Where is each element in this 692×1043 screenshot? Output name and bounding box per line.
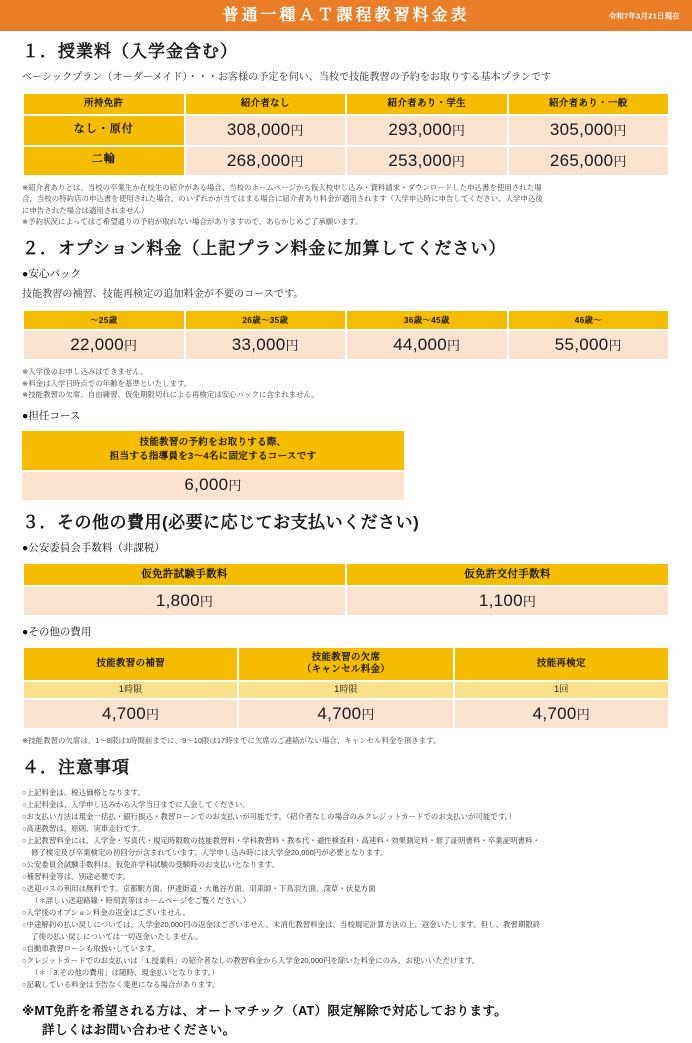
other-fee-note xyxy=(22,735,670,746)
notice-item: ○お支払い方法は現金一括払・銀行振込・教習ローンでのお支払いが可能です。（紹介者なしの場合のみクレジットカードでのお支払いが可能です。） xyxy=(22,812,516,822)
unit-absence-cancel: 1時限 xyxy=(239,682,452,698)
section-1-heading: １．授業料（入学金含む） xyxy=(22,42,238,61)
table-header-row xyxy=(24,564,668,585)
th-no-referrer: 紹介者なし xyxy=(186,94,346,114)
section-1-lead: ベーシックプラン（オーダーメイド）・・・お客様の予定を伺い、当校で技能教習の予約をお取りする基本プランです xyxy=(22,72,552,84)
notice-item: ○補習料金等は、別途必要です。 xyxy=(22,872,131,882)
th-tannin-line1: 技能教習の予約をお取りする際、 xyxy=(139,437,287,449)
note-line: ※料金は入学日時点での年齢を基準といたします。 xyxy=(22,378,192,388)
cell-none-no-referrer: 308,000円 xyxy=(186,116,346,144)
notice-item: ○入学後のオプション料金の返金はございません。 xyxy=(22,908,190,917)
th-license: 所持免許 xyxy=(24,94,184,114)
anshin-pack-lead: 技能教習の補習、技能再検定の追加料金が不要のコースです。 xyxy=(22,288,304,300)
row-label-motorcycle: 二輪 xyxy=(24,147,184,175)
other-fee-table xyxy=(22,646,670,730)
cell-tannin-price: 6,000円 xyxy=(22,472,404,500)
table-row xyxy=(24,331,668,359)
unit-skill-retest: 1回 xyxy=(455,682,668,698)
table-unit-row xyxy=(24,682,668,698)
section-3-heading: ３．その他の費用(必要に応じてお支払いください) xyxy=(22,513,420,532)
notice-item-cont: （＊「3.その他の費用」は随時、現金払いとなります。） xyxy=(31,967,219,977)
table-header-row xyxy=(24,311,668,330)
row-label-none-moped: なし・原付 xyxy=(24,116,184,144)
note-line: に申告された場合は適用されません） xyxy=(22,205,149,215)
cell-anshin-26-35: 33,000円 xyxy=(186,331,346,359)
page-banner xyxy=(0,0,692,31)
th-age-36-45: 36歳〜45歳 xyxy=(347,311,507,330)
notice-item: ○公安委員会試験手数料は、仮免許学科試験の受験時のお支払いとなります。 xyxy=(22,860,279,870)
note-line: ※紹介者ありとは、当校の卒業生か在校生の紹介がある場合、当校のホームページから仮入校申し込み・資料請求・ダウンロードした申込書を使用された場 xyxy=(22,182,542,192)
table-row xyxy=(24,116,668,144)
notice-item: ○記載している料金は予告なく変更になる場合があります。 xyxy=(22,979,220,989)
tannin-course-label: ●担任コース xyxy=(22,409,81,422)
cell-none-referrer-general: 305,000円 xyxy=(509,116,669,144)
tuition-table xyxy=(22,92,670,176)
notice-item: ○上記料金は、税込価格となります。 xyxy=(22,788,145,798)
table-row xyxy=(24,587,668,615)
cell-moto-no-referrer: 268,000円 xyxy=(186,147,346,175)
table-header-row xyxy=(22,431,404,470)
cell-provisional-issue-fee: 1,100円 xyxy=(347,587,668,615)
mt-license-note-line2: 詳しくはお問い合わせください。 xyxy=(42,1022,236,1037)
other-fee-label: ●その他の費用 xyxy=(22,626,92,639)
cell-anshin-upto-25: 22,000円 xyxy=(24,331,184,359)
cell-anshin-36-45: 44,000円 xyxy=(347,331,507,359)
mt-license-note-line1: ※MT免許を希望される方は、オートマチック（AT）限定解除で対応しております。 xyxy=(22,1003,508,1018)
tannin-course-table xyxy=(22,429,404,502)
th-referrer-student: 紹介者あり・学生 xyxy=(347,94,507,114)
th-referrer-general: 紹介者あり・一般 xyxy=(509,94,669,114)
notice-item-cont: （＊詳しい送迎路線・時刻表等はホームページをご覧ください。） xyxy=(31,896,251,906)
th-provisional-issue-fee: 仮免許交付手数料 xyxy=(347,564,668,585)
page-content xyxy=(0,42,692,1043)
notice-item: ○高速教習は、原則、実車走行です。 xyxy=(22,824,145,834)
anshin-pack-table xyxy=(22,309,670,362)
cell-skill-retest-price: 4,700円 xyxy=(455,700,668,728)
table-row xyxy=(22,472,404,500)
table-row xyxy=(24,147,668,175)
kouan-fee-label: ●公安委員会手数料（非課税） xyxy=(22,542,165,555)
notice-list xyxy=(22,787,670,991)
notice-item: ○中途解約の払い戻しについては、入学金20,000円の返金はございません。未消化教習料金は、当校規定計算方法の上、返金いたします。但し、教習期限終 xyxy=(22,919,541,929)
note-line: ※予約状況によってはご希望通りの予約が取れない場合がありますので、あらかじめご了承願います。 xyxy=(22,217,363,227)
notice-item: ○自動車教習ローンも取扱いしています。 xyxy=(22,943,160,953)
section-4-heading: ４．注意事項 xyxy=(22,757,130,777)
notice-item-cont: 了後の払い戻しについては一切返金いたしません。 xyxy=(31,931,203,941)
th-tannin-line2: 担当する指導員を3〜4名に固定するコースです xyxy=(109,451,317,463)
cell-provisional-exam-fee: 1,800円 xyxy=(24,587,345,615)
cell-moto-referrer-student: 253,000円 xyxy=(347,147,507,175)
notice-item: ○送迎バスの利用は無料です。京都駅方面、伊達街道・大亀谷方面、羽束師・下鳥羽方面、深草・伏見方面 xyxy=(22,884,376,894)
notice-item: ○上記教習料金には、入学金・写真代・規定時限数の技能教習料・学科教習料・教本代・適性検査料・高速料・効果測定料・修了証明書料・卒業証明書料・ xyxy=(22,836,540,846)
note-line: ※技能教習の欠席は、1〜8限は1時間前までに、9〜10限は17時までに欠席のご連絡がない場合、キャンセル料金を頂きます。 xyxy=(22,736,441,746)
cell-supplementary-lesson-price: 4,700円 xyxy=(24,700,237,728)
note-line: 合、当校の特約店の申込書を使用された場合、のいずれかが当てはまる場合に紹介者あり料金が適用されます（入学申込時に申告してください、入学申込後 xyxy=(22,194,543,204)
th-provisional-exam-fee: 仮免許試験手数料 xyxy=(24,564,345,585)
th-tannin-description xyxy=(22,431,404,470)
th-age-upto-25: 〜25歳 xyxy=(24,311,184,330)
note-line: ※技能教習の欠席、自由練習、仮免期限切れによる再検定は安心パックに含まれません。 xyxy=(22,390,319,400)
th-supplementary-lesson: 技能教習の補習 xyxy=(24,648,237,680)
cell-anshin-46-plus: 55,000円 xyxy=(509,331,669,359)
table-row xyxy=(24,700,668,728)
cell-moto-referrer-general: 265,000円 xyxy=(509,147,669,175)
anshin-pack-label: ●安心パック xyxy=(22,268,81,281)
mt-license-note xyxy=(22,1002,670,1040)
section-1-notes xyxy=(22,182,670,228)
th-absence-cancel: 技能教習の欠席 （キャンセル料金） xyxy=(239,648,452,680)
th-age-46-plus: 46歳〜 xyxy=(509,311,669,330)
page-title: 普通一種ＡＴ課程教習料金表 xyxy=(222,6,470,24)
notice-item: ○クレジットカードでのお支払いは「1.授業料」の紹介者なしの教習料金から入学金20,000円を除いた料金にのみ、お使いいただけます。 xyxy=(22,955,480,965)
section-2-heading: ２．オプション料金（上記プラン料金に加算してください） xyxy=(22,238,507,258)
unit-supplementary-lesson: 1時限 xyxy=(24,682,237,698)
th-age-26-35: 26歳〜35歳 xyxy=(186,311,346,330)
notice-item: ○上記料金は、入学申し込みから入学当日までに入金してください。 xyxy=(22,800,250,810)
notice-item-cont: 修了検定及び卒業検定の初回分が含まれています。入学申し込み時には入学金20,000円が必要となります。 xyxy=(31,848,388,858)
cell-absence-cancel-price: 4,700円 xyxy=(239,700,452,728)
banner-date: 令和7年3月21日現在 xyxy=(608,11,680,20)
anshin-pack-notes xyxy=(22,366,670,400)
th-skill-retest: 技能再検定 xyxy=(455,648,668,680)
kouan-fee-table xyxy=(22,562,670,617)
note-line: ※入学後のお申し込みはできません。 xyxy=(22,367,148,377)
table-header-row xyxy=(24,94,668,114)
table-header-row xyxy=(24,648,668,680)
cell-none-referrer-student: 293,000円 xyxy=(347,116,507,144)
